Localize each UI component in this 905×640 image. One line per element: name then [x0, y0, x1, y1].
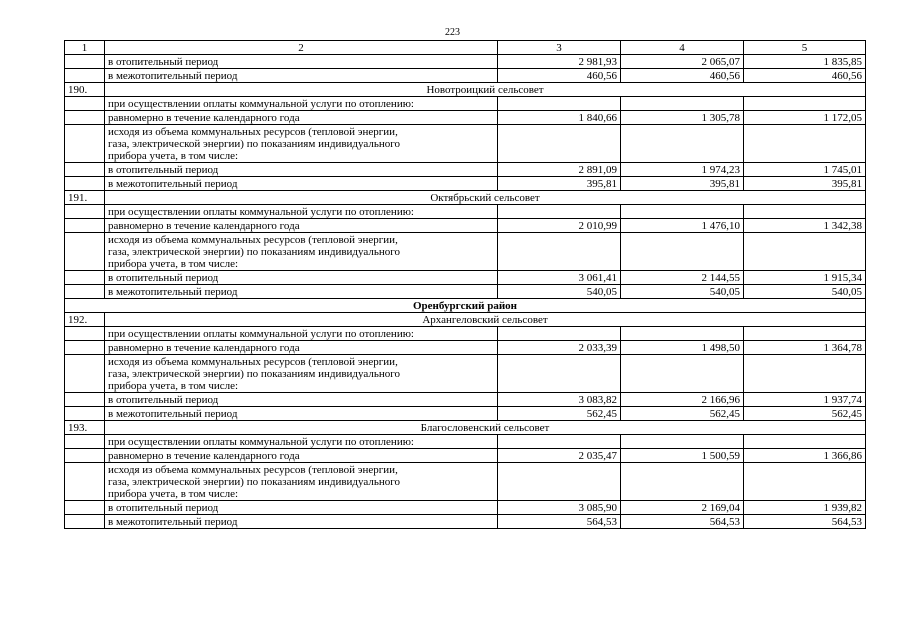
settlement-title: Октябрьский сельсовет	[105, 191, 866, 205]
condition-label: при осуществлении оплаты коммунальной услуги по отоплению:	[105, 327, 498, 341]
value-cell-col5: 1 937,74	[744, 393, 866, 407]
value-cell-col3: 2 891,09	[498, 163, 621, 177]
empty-cell	[498, 435, 621, 449]
row-number-cell	[65, 111, 105, 125]
tariff-table	[64, 40, 866, 529]
value-row	[65, 407, 866, 421]
value-cell-col5: 540,05	[744, 285, 866, 299]
label-line: прибора учета, в том числе:	[108, 150, 239, 162]
value-row	[65, 69, 866, 83]
empty-cell	[498, 125, 621, 163]
row-number-cell	[65, 449, 105, 463]
metered-condition-label	[105, 463, 498, 501]
value-cell-col3: 3 061,41	[498, 271, 621, 285]
district-row	[65, 299, 866, 313]
value-cell-col3: 395,81	[498, 177, 621, 191]
condition-row	[65, 435, 866, 449]
label-line: исходя из объема коммунальных ресурсов (тепловой энергии,	[108, 126, 398, 138]
value-cell-col4: 395,81	[621, 177, 744, 191]
label-line: прибора учета, в том числе:	[108, 380, 239, 392]
row-number-cell	[65, 435, 105, 449]
value-cell-col4: 2 144,55	[621, 271, 744, 285]
value-cell-col5: 1 364,78	[744, 341, 866, 355]
header-cell: 2	[105, 41, 498, 55]
value-cell-col4: 1 305,78	[621, 111, 744, 125]
metered-condition-row	[65, 125, 866, 163]
value-cell-col3: 3 085,90	[498, 501, 621, 515]
value-cell-col5: 562,45	[744, 407, 866, 421]
label-line: газа, электрической энергии) по показаниям индивидуального	[108, 138, 400, 150]
value-cell-col5: 1 915,34	[744, 271, 866, 285]
value-cell-col4: 1 476,10	[621, 219, 744, 233]
row-number-cell	[65, 69, 105, 83]
empty-cell	[744, 355, 866, 393]
metered-condition-label	[105, 125, 498, 163]
empty-cell	[621, 125, 744, 163]
value-cell-col5: 1 172,05	[744, 111, 866, 125]
empty-cell	[498, 97, 621, 111]
empty-cell	[744, 463, 866, 501]
value-cell-col5: 1 745,01	[744, 163, 866, 177]
value-cell-col4: 1 500,59	[621, 449, 744, 463]
row-label: в отопительный период	[105, 271, 498, 285]
row-label: в отопительный период	[105, 393, 498, 407]
value-cell-col3: 1 840,66	[498, 111, 621, 125]
row-number-cell	[65, 407, 105, 421]
value-cell-col4: 1 974,23	[621, 163, 744, 177]
label-line: прибора учета, в том числе:	[108, 488, 239, 500]
value-cell-col3: 2 981,93	[498, 55, 621, 69]
value-row	[65, 219, 866, 233]
empty-cell	[621, 97, 744, 111]
header-cell: 4	[621, 41, 744, 55]
value-cell-col5: 1 835,85	[744, 55, 866, 69]
row-label: в отопительный период	[105, 55, 498, 69]
settlement-title: Новотроицкий сельсовет	[105, 83, 866, 97]
settlement-section-row	[65, 313, 866, 327]
label-line: исходя из объема коммунальных ресурсов (тепловой энергии,	[108, 464, 398, 476]
empty-cell	[498, 327, 621, 341]
row-number-cell	[65, 205, 105, 219]
row-label: равномерно в течение календарного года	[105, 449, 498, 463]
value-cell-col5: 395,81	[744, 177, 866, 191]
settlement-section-row	[65, 191, 866, 205]
row-number-cell	[65, 515, 105, 529]
metered-condition-row	[65, 463, 866, 501]
value-cell-col3: 540,05	[498, 285, 621, 299]
settlement-title: Архангеловский сельсовет	[105, 313, 866, 327]
row-label: равномерно в течение календарного года	[105, 219, 498, 233]
row-number-cell	[65, 285, 105, 299]
row-number-cell	[65, 355, 105, 393]
section-number: 193.	[65, 421, 105, 435]
condition-row	[65, 97, 866, 111]
empty-cell	[498, 205, 621, 219]
district-title: Оренбургский район	[65, 299, 866, 313]
value-cell-col5: 564,53	[744, 515, 866, 529]
header-cell: 1	[65, 41, 105, 55]
value-row	[65, 393, 866, 407]
empty-cell	[498, 463, 621, 501]
empty-cell	[498, 233, 621, 271]
row-number-cell	[65, 163, 105, 177]
row-label: в межотопительный период	[105, 515, 498, 529]
row-label: в межотопительный период	[105, 285, 498, 299]
empty-cell	[498, 355, 621, 393]
value-row	[65, 271, 866, 285]
section-number: 192.	[65, 313, 105, 327]
row-number-cell	[65, 233, 105, 271]
value-cell-col5: 1 939,82	[744, 501, 866, 515]
row-number-cell	[65, 219, 105, 233]
value-cell-col4: 2 065,07	[621, 55, 744, 69]
label-line: прибора учета, в том числе:	[108, 258, 239, 270]
value-cell-col5: 1 342,38	[744, 219, 866, 233]
row-label: в отопительный период	[105, 163, 498, 177]
value-row	[65, 177, 866, 191]
empty-cell	[621, 205, 744, 219]
column-number-header	[65, 41, 866, 55]
row-label: в межотопительный период	[105, 177, 498, 191]
label-line: исходя из объема коммунальных ресурсов (тепловой энергии,	[108, 234, 398, 246]
label-line: газа, электрической энергии) по показаниям индивидуального	[108, 476, 400, 488]
value-row	[65, 163, 866, 177]
value-row	[65, 285, 866, 299]
empty-cell	[744, 205, 866, 219]
condition-label: при осуществлении оплаты коммунальной услуги по отоплению:	[105, 435, 498, 449]
row-number-cell	[65, 327, 105, 341]
value-row	[65, 341, 866, 355]
row-label: равномерно в течение календарного года	[105, 111, 498, 125]
metered-condition-row	[65, 233, 866, 271]
value-cell-col4: 540,05	[621, 285, 744, 299]
row-label: в межотопительный период	[105, 407, 498, 421]
empty-cell	[621, 233, 744, 271]
empty-cell	[621, 463, 744, 501]
settlement-title: Благословенский сельсовет	[105, 421, 866, 435]
header-cell: 5	[744, 41, 866, 55]
value-cell-col4: 2 166,96	[621, 393, 744, 407]
value-cell-col3: 2 035,47	[498, 449, 621, 463]
row-label: в межотопительный период	[105, 69, 498, 83]
value-cell-col4: 562,45	[621, 407, 744, 421]
row-number-cell	[65, 501, 105, 515]
empty-cell	[744, 97, 866, 111]
header-cell: 3	[498, 41, 621, 55]
value-row	[65, 515, 866, 529]
row-number-cell	[65, 341, 105, 355]
value-cell-col3: 562,45	[498, 407, 621, 421]
row-number-cell	[65, 97, 105, 111]
metered-condition-row	[65, 355, 866, 393]
condition-row	[65, 327, 866, 341]
settlement-section-row	[65, 421, 866, 435]
value-row	[65, 449, 866, 463]
value-cell-col3: 2 010,99	[498, 219, 621, 233]
value-cell-col4: 460,56	[621, 69, 744, 83]
value-cell-col5: 460,56	[744, 69, 866, 83]
metered-condition-label	[105, 233, 498, 271]
row-number-cell	[65, 177, 105, 191]
value-cell-col4: 564,53	[621, 515, 744, 529]
page-number: 223	[445, 27, 460, 38]
label-line: исходя из объема коммунальных ресурсов (тепловой энергии,	[108, 356, 398, 368]
empty-cell	[744, 435, 866, 449]
empty-cell	[744, 233, 866, 271]
value-row	[65, 501, 866, 515]
section-number: 191.	[65, 191, 105, 205]
metered-condition-label	[105, 355, 498, 393]
label-line: газа, электрической энергии) по показаниям индивидуального	[108, 246, 400, 258]
label-line: газа, электрической энергии) по показаниям индивидуального	[108, 368, 400, 380]
condition-label: при осуществлении оплаты коммунальной услуги по отоплению:	[105, 97, 498, 111]
value-row	[65, 55, 866, 69]
empty-cell	[744, 327, 866, 341]
row-number-cell	[65, 271, 105, 285]
row-number-cell	[65, 125, 105, 163]
condition-label: при осуществлении оплаты коммунальной услуги по отоплению:	[105, 205, 498, 219]
value-row	[65, 111, 866, 125]
row-number-cell	[65, 55, 105, 69]
row-label: равномерно в течение календарного года	[105, 341, 498, 355]
empty-cell	[621, 435, 744, 449]
row-number-cell	[65, 393, 105, 407]
value-cell-col4: 1 498,50	[621, 341, 744, 355]
settlement-section-row	[65, 83, 866, 97]
value-cell-col5: 1 366,86	[744, 449, 866, 463]
row-label: в отопительный период	[105, 501, 498, 515]
value-cell-col4: 2 169,04	[621, 501, 744, 515]
condition-row	[65, 205, 866, 219]
row-number-cell	[65, 463, 105, 501]
section-number: 190.	[65, 83, 105, 97]
value-cell-col3: 3 083,82	[498, 393, 621, 407]
value-cell-col3: 564,53	[498, 515, 621, 529]
empty-cell	[621, 327, 744, 341]
empty-cell	[621, 355, 744, 393]
empty-cell	[744, 125, 866, 163]
value-cell-col3: 2 033,39	[498, 341, 621, 355]
value-cell-col3: 460,56	[498, 69, 621, 83]
